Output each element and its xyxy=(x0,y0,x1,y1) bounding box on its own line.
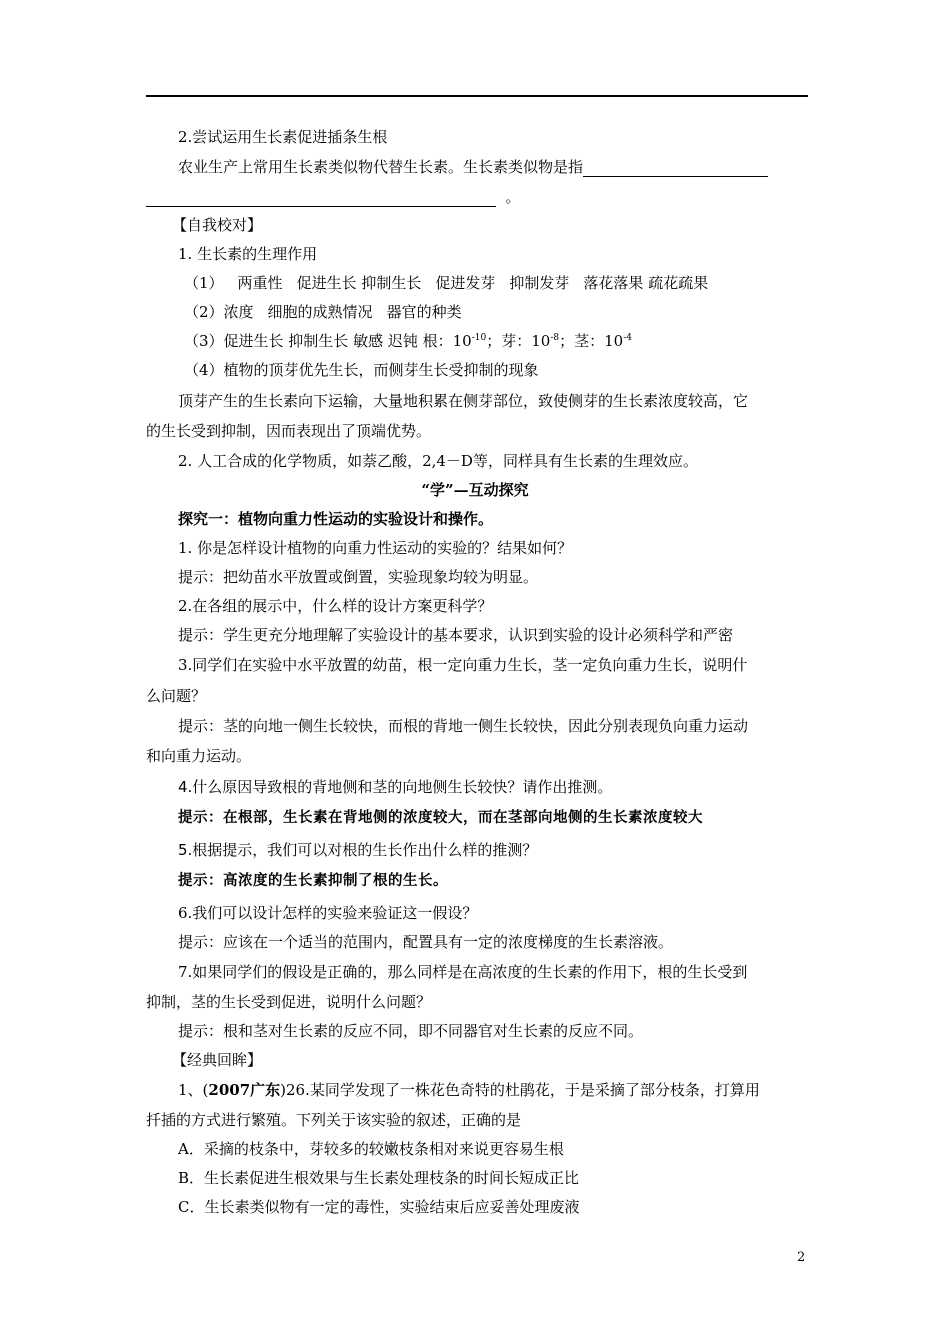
p3-text: ；茎：10 xyxy=(559,332,624,350)
answer-blank-1[interactable] xyxy=(583,160,768,177)
p1-term: 促进发芽 xyxy=(435,274,496,292)
question-text: )26.某同学发现了一株花色奇特的杜鹃花，于是采摘了部分枝条，打算用 xyxy=(280,1081,760,1099)
self-check-item-1: 1. 生长素的生理作用 xyxy=(178,245,318,263)
question-source: 2007广东 xyxy=(208,1081,281,1099)
p1-term: 抑制生长 xyxy=(361,274,422,292)
analog-definition-text: 农业生产上常用生长素类似物代替生长素。生长素类似物是指 xyxy=(178,158,584,176)
page-number: 2 xyxy=(797,1250,806,1265)
p3-exponent: -4 xyxy=(623,333,632,343)
option-b: B．生长素促进生根效果与生长素处理枝条的时间长短成正比 xyxy=(178,1169,580,1187)
classic-heading: 【经典回眸】 xyxy=(172,1051,263,1069)
self-check-p4: （4）植物的顶芽优先生长，而侧芽生长受抑制的现象 xyxy=(184,361,539,379)
question-7-line-2: 抑制，茎的生长受到促进，说明什么问题？ xyxy=(146,993,432,1011)
p2-term: （2）浓度 xyxy=(184,303,254,321)
period: 。 xyxy=(505,188,521,206)
section-title: 2.尝试运用生长素促进插条生根 xyxy=(178,128,388,146)
p3-text: ；芽：10 xyxy=(486,332,551,350)
question-3-line-2: 么问题？ xyxy=(146,687,207,705)
header-rule xyxy=(146,95,808,97)
p3-exponent: -10 xyxy=(471,333,487,343)
hint-5: 提示：高浓度的生长素抑制了根的生长。 xyxy=(178,873,448,889)
self-check-heading: 【自我校对】 xyxy=(172,216,263,234)
p1-term: 抑制发芽 xyxy=(509,274,570,292)
option-c: C．生长素类似物有一定的毒性，实验结束后应妥善处理废液 xyxy=(178,1198,580,1216)
question-4: 4.什么原因导致根的背地侧和茎的向地侧生长较快？请作出推测。 xyxy=(178,778,613,796)
analog-definition-line-2 xyxy=(146,187,521,207)
explore-1-heading: 探究一：植物向重力性运动的实验设计和操作。 xyxy=(178,510,494,528)
question-prefix: 1、( xyxy=(178,1081,209,1099)
apical-dominance-para-1: 顶芽产生的生长素向下运输，大量地积累在侧芽部位，致使侧芽的生长素浓度较高，它 xyxy=(178,392,749,410)
p1-term: 促进生长 xyxy=(296,274,357,292)
analog-definition-line xyxy=(178,157,768,177)
p3-exponent: -8 xyxy=(550,333,560,343)
question-7-line-1: 7.如果同学们的假设是正确的，那么同样是在高浓度的生长素的作用下，根的生长受到 xyxy=(178,963,748,981)
p2-term: 细胞的成熟情况 xyxy=(267,303,373,321)
option-a: A．采摘的枝条中，芽较多的较嫩枝条相对来说更容易生根 xyxy=(178,1140,564,1158)
p1-term: 两重性 xyxy=(237,274,283,292)
hint-1: 提示：把幼苗水平放置或倒置，实验现象均较为明显。 xyxy=(178,568,539,586)
hint-3-line-2: 和向重力运动。 xyxy=(146,747,252,765)
answer-blank-2[interactable] xyxy=(146,190,496,207)
self-check-p1 xyxy=(184,273,708,293)
p2-term: 器官的种类 xyxy=(386,303,462,321)
interactive-heading: “学”—互动探究 xyxy=(421,481,529,499)
hint-3-line-1: 提示：茎的向地一侧生长较快，而根的背地一侧生长较快，因此分别表现负向重力运动 xyxy=(178,717,749,735)
apical-dominance-para-2: 的生长受到抑制，因而表现出了顶端优势。 xyxy=(146,422,432,440)
classic-question-line-2: 扦插的方式进行繁殖。下列关于该实验的叙述，正确的是 xyxy=(146,1111,522,1129)
question-5: 5.根据提示，我们可以对根的生长作出什么样的推测？ xyxy=(178,841,538,859)
classic-question-line-1 xyxy=(178,1080,760,1100)
hint-7: 提示：根和茎对生长素的反应不同，即不同器官对生长素的反应不同。 xyxy=(178,1022,644,1040)
p1-label: （1） xyxy=(184,274,224,292)
question-3-line-1: 3.同学们在实验中水平放置的幼苗，根一定向重力生长，茎一定负向重力生长，说明什 xyxy=(178,656,748,674)
hint-4: 提示：在根部，生长素在背地侧的浓度较大，而在茎部向地侧的生长素浓度较大 xyxy=(178,810,703,826)
hint-2: 提示：学生更充分地理解了实验设计的基本要求，认识到实验的设计必须科学和严密 xyxy=(178,626,734,644)
question-6: 6.我们可以设计怎样的实验来验证这一假设？ xyxy=(178,904,478,922)
p3-text: （3）促进生长 抑制生长 敏感 迟钝 根：10 xyxy=(184,332,472,350)
question-2: 2.在各组的展示中，什么样的设计方案更科学？ xyxy=(178,597,493,615)
self-check-p3 xyxy=(184,331,632,351)
hint-6: 提示：应该在一个适当的范围内，配置具有一定的浓度梯度的生长素溶液。 xyxy=(178,933,674,951)
self-check-p2 xyxy=(184,302,462,322)
p1-term: 疏花疏果 xyxy=(648,274,709,292)
question-1: 1. 你是怎样设计植物的向重力性运动的实验的？结果如何？ xyxy=(178,539,573,557)
self-check-item-2: 2. 人工合成的化学物质，如萘乙酸，2,4－D等，同样具有生长素的生理效应。 xyxy=(178,452,698,470)
p1-term: 落花落果 xyxy=(583,274,644,292)
